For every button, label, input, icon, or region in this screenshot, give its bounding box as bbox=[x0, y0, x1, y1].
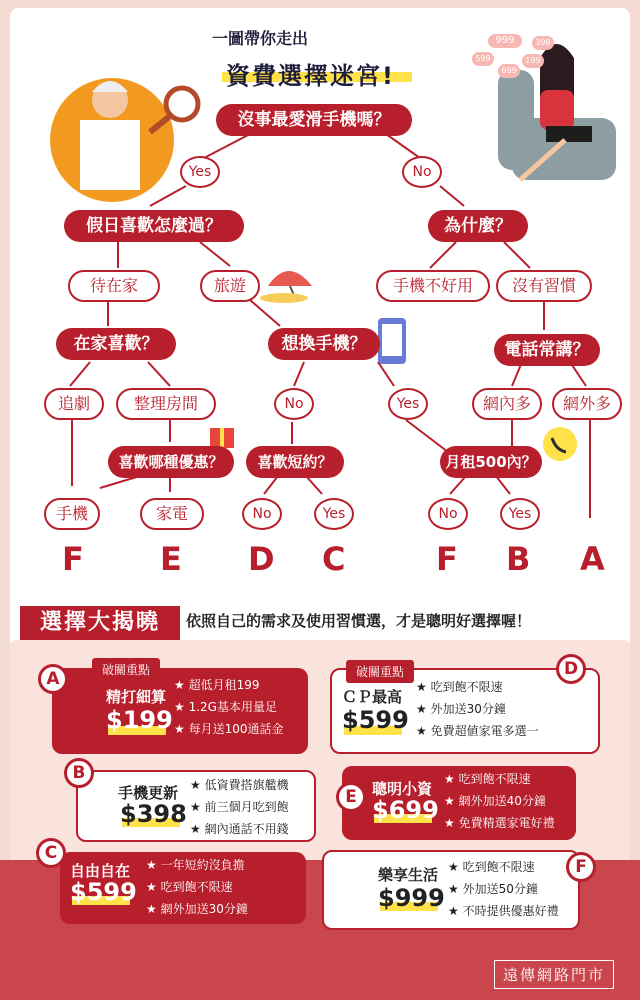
result-phone: 手機 bbox=[44, 498, 100, 530]
option-in-net: 網內多 bbox=[472, 388, 542, 420]
option-stay-home: 待在家 bbox=[68, 270, 160, 302]
plan-card-b bbox=[76, 770, 316, 842]
plan-name: 精打細算 bbox=[106, 688, 167, 706]
plan-card-e bbox=[342, 766, 576, 840]
gift-icon bbox=[210, 428, 234, 448]
doctor-illustration bbox=[50, 78, 198, 202]
phone-call-icon bbox=[543, 427, 577, 461]
plan-card-a bbox=[52, 663, 308, 754]
reveal-note: 依照自己的需求及使用習慣選，才是聰明好選擇喔！ bbox=[186, 612, 532, 630]
question-under500: 月租500內？ bbox=[440, 446, 542, 478]
answer-yes: Yes bbox=[500, 498, 540, 530]
result-letter: A bbox=[580, 540, 605, 578]
plan-price: $599 bbox=[342, 706, 409, 734]
option-out-net: 網外多 bbox=[552, 388, 622, 420]
price-bubble: 999 bbox=[488, 34, 522, 48]
plan-price: $699 bbox=[372, 796, 439, 824]
plan-badge-c: C bbox=[36, 838, 66, 868]
title-subheading: 一圖帶你走出 bbox=[212, 29, 309, 48]
result-letter: F bbox=[62, 540, 84, 578]
option-drama: 追劇 bbox=[44, 388, 104, 420]
plan-name: 聰明小資 bbox=[372, 780, 433, 798]
question-main: 沒事最愛滑手機嗎？ bbox=[216, 104, 412, 136]
option-travel: 旅遊 bbox=[200, 270, 260, 302]
question-home-like: 在家喜歡？ bbox=[56, 328, 176, 360]
plan-badge-b: B bbox=[64, 758, 94, 788]
smartphone-icon bbox=[378, 318, 406, 364]
title-heading: 資費選擇迷宮! bbox=[226, 62, 395, 90]
answer-no: No bbox=[428, 498, 468, 530]
question-weekend: 假日喜歡怎麼過？ bbox=[64, 210, 244, 242]
price-bubble: 199 bbox=[522, 54, 544, 68]
plan-price: $599 bbox=[70, 878, 137, 906]
question-short-contract: 喜歡短約？ bbox=[246, 446, 344, 478]
plan-features: ★ 超低月租199 ★ 1.2G基本用量足 ★ 每月送100通話金 bbox=[174, 674, 283, 740]
plan-name: 樂享生活 bbox=[378, 866, 439, 884]
plan-card-f bbox=[322, 850, 580, 930]
plan-badge-d: D bbox=[556, 654, 586, 684]
plan-card-d bbox=[330, 665, 600, 754]
question-call-often: 電話常講？ bbox=[494, 334, 600, 366]
plan-tag: 破關重點 bbox=[92, 658, 160, 681]
plan-price: $398 bbox=[120, 800, 187, 828]
plan-name: 自由自在 bbox=[70, 862, 131, 880]
plan-features: ★ 低資費搭旗艦機 ★ 前三個月吃到飽 ★ 網內通話不用錢 bbox=[190, 774, 289, 840]
result-letter: D bbox=[248, 540, 275, 578]
reveal-banner: 選擇大揭曉 bbox=[20, 606, 180, 640]
beach-umbrella-icon bbox=[260, 271, 312, 303]
plan-badge-a: A bbox=[38, 664, 68, 694]
plan-features: ★ 一年短約沒負擔 ★ 吃到飽不限速 ★ 網外加送30分鐘 bbox=[146, 854, 248, 920]
plan-name: 手機更新 bbox=[118, 784, 179, 802]
plan-price: $999 bbox=[378, 884, 445, 912]
option-phone-bad: 手機不好用 bbox=[376, 270, 490, 302]
footer-brand[interactable]: 遠傳網路門市 bbox=[494, 960, 614, 989]
answer-yes: Yes bbox=[314, 498, 354, 530]
plan-name: ＣＰ最高 bbox=[342, 688, 403, 706]
option-organize: 整理房間 bbox=[116, 388, 216, 420]
result-letter: B bbox=[506, 540, 531, 578]
option-no-habit: 沒有習慣 bbox=[496, 270, 592, 302]
plan-card-c bbox=[60, 852, 306, 924]
result-letter: F bbox=[436, 540, 458, 578]
result-appliance: 家電 bbox=[140, 498, 204, 530]
answer-no: No bbox=[402, 156, 442, 188]
question-change-phone: 想換手機？ bbox=[268, 328, 380, 360]
plan-badge-e: E bbox=[336, 782, 366, 812]
plan-badge-f: F bbox=[566, 852, 596, 882]
answer-yes: Yes bbox=[180, 156, 220, 188]
price-bubble: 699 bbox=[498, 64, 520, 78]
plan-features: ★ 吃到飽不限速 ★ 網外加送40分鐘 ★ 免費精選家電好禮 bbox=[444, 768, 555, 834]
plan-price: $199 bbox=[106, 706, 173, 734]
plan-features: ★ 吃到飽不限速 ★ 外加送50分鐘 ★ 不時提供優惠好禮 bbox=[448, 856, 559, 922]
price-bubble: 599 bbox=[472, 52, 494, 66]
price-bubble: 398 bbox=[532, 36, 554, 50]
answer-yes: Yes bbox=[388, 388, 428, 420]
question-which-offer: 喜歡哪種優惠？ bbox=[108, 446, 234, 478]
answer-no: No bbox=[242, 498, 282, 530]
plan-tag: 破關重點 bbox=[346, 660, 414, 683]
result-letter: C bbox=[322, 540, 346, 578]
question-why: 為什麼？ bbox=[428, 210, 528, 242]
result-letter: E bbox=[160, 540, 182, 578]
plan-features: ★ 吃到飽不限速 ★ 外加送30分鐘 ★ 免費超値家電多選一 bbox=[416, 676, 539, 742]
answer-no: No bbox=[274, 388, 314, 420]
